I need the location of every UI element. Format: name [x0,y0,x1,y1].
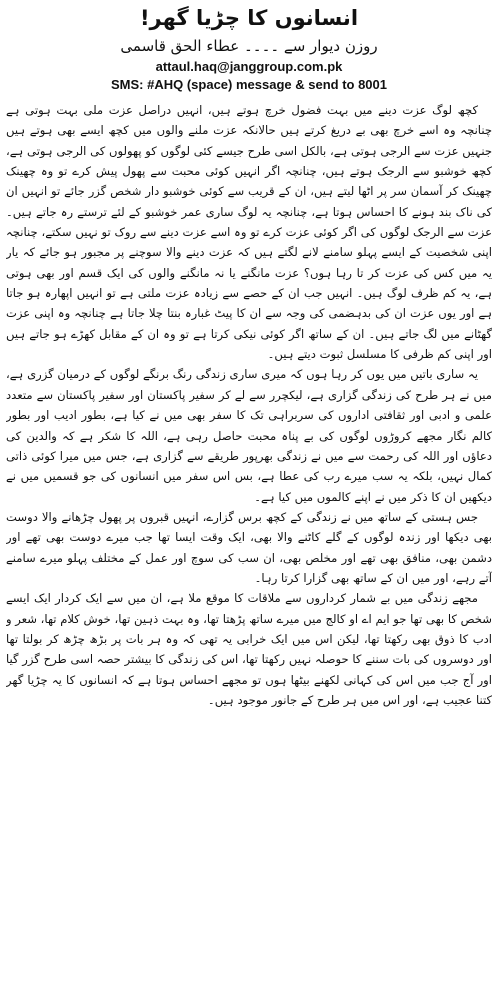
author-email: attaul.haq@janggroup.com.pk [155,59,343,74]
article-paragraph: مجھے زندگی میں بے شمار کرداروں سے ملاقات کا موقع ملا ہے، ان میں سے ایک کردار ایک ایسے شخص کا بھی تھا جو ایم اے او کالج میں میرے ساتھ پڑھتا تھا، وہ بہت ذہین تھا، خوش کلام تھا، شعر و ادب کا ذوق بھی رکھتا تھا، لیکن اس میں ایک خرابی یہ تھی کہ وہ ہر بات پر بڑھ چڑھ کر بولتا تھا اور دوسروں کی بات سننے کا حوصلہ نہیں رکھتا تھا، اس کی زندگی کا بیشتر حصہ اسی طرح گزر گیا اور آج جب میں اس کی کہانی لکھنے بیٹھا ہوں تو مجھے احساس ہوتا ہے کہ انسانوں کا یہ چڑیا گھر کتنا عجیب ہے، اور اس میں ہر طرح کے جانور موجود ہیں۔ [6,591,492,707]
article-byline: روزن دیوار سے ۔۔۔۔ عطاء الحق قاسمی [120,37,378,55]
article-paragraph: جس ہستی کے ساتھ میں نے زندگی کے کچھ برس گزارے، انہیں قبروں پر پھول چڑھانے والا دوست بھی دیکھا اور زندہ لوگوں کے گلے کاٹنے والا بھی، ایک وقت ایسا تھا جب میرے دوست بھی تھے اور دشمن بھی، منافق بھی تھے اور مخلص بھی، ان سب کی سوچ اور عمل کے مختلف پہلو میرے سامنے آتے رہے، اور میں ان کے ساتھ بھی گزارا کرتا رہا۔ [6,509,492,585]
sms-instruction: SMS: #AHQ (space) message & send to 8001 [111,77,387,92]
article-title: انسانوں کا چڑیا گھر! [139,6,359,30]
article-body [6,100,492,978]
article-paragraph: یہ ساری باتیں میں یوں کر رہا ہوں کہ میری ساری زندگی رنگ برنگے لوگوں کے درمیان گزری ہے، میں نے ہر طرح کی زندگی گزاری ہے، لیکچرر سے لے کر سفیر پاکستان اور سفیر پاکستان سے متعدد علمی و ادبی اور ثقافتی اداروں کی سربراہی تک کا سفر بھی میں نے کیا ہے، بطور ادیب اور بطور کالم نگار مجھے کروڑوں لوگوں کی بے پناہ محبت حاصل رہی ہے، اللہ کا شکر ہے کہ والدین کی دعاؤں اور اللہ کی رحمت سے میں نے زندگی بھرپور طریقے سے گزاری ہے، جس میں میرا کوئی ذاتی کمال نہیں، بلکہ یہ سب میرے رب کی عطا ہے، بس اس سفر میں انسانوں کی جو قسمیں میں نے دیکھیں ان کا ذکر میں نے اپنے کالموں میں کیا ہے۔ [6,367,492,504]
article-paragraph: کچھ لوگ عزت دینے میں بہت فضول خرچ ہوتے ہیں، انہیں دراصل عزت ملی بہت ہوتی ہے چنانچہ وہ اسے خرچ بھی بے دریغ کرتے ہیں حالانکہ عزت ملنے والوں میں کچھ ایسے بھی ہوتے ہیں جنہیں عزت سے الرجی ہوتی ہے، بالکل اسی طرح جیسے کئی لوگوں کو پھولوں کی الرجی ہوتی ہے، کچھ خوشبو سے الرجک ہوتے ہیں، چنانچہ اگر انہیں کوئی محبت سے پھول پیش کرے تو وہ چھینک چھینک کر آسمان سر پر اٹھا لیتے ہیں، ان کے قریب سے کوئی خوشبو دار شخص گزر جائے تو انہیں ان کی ناک بند ہونے کا احساس ہوتا ہے، چنانچہ یہ لوگ ساری عمر خوشبو کے لئے ترستے رہ جاتے ہیں۔ عزت سے الرجک لوگوں کی اگر کوئی عزت کرے تو وہ اسے عزت دینے سے روک تو نہیں سکتے، چنانچہ اپنی شخصیت کے ایسے پہلو سامنے لانے لگتے ہیں کہ عزت دینے والا سوچنے پر مجبور ہو جائے کہ یار یہ میں کس کی عزت کر تا رہا ہوں؟ عزت مانگنے یا نہ مانگنے والوں کی ایک قسم اور بھی ہوتی ہے، یہ کم ظرف لوگ ہیں۔ انہیں جب ان کے حصے سے زیادہ عزت ملتی ہے تو انہیں اپھارہ ہو جاتا ہے اور یوں عزت ان کی بدہضمی کی وجہ سے ان کا پیٹ غبارہ بنتا چلا جاتا ہے چنانچہ وہ اپنی عزت گھٹانے میں لگ جاتے ہیں۔ ان کے ساتھ اگر کوئی نیکی کرتا ہے تو وہ ان کے مقابل کھڑے ہو جاتے ہیں اور اپنی کم ظرفی کا مسلسل ثبوت دیتے ہیں۔ [6,103,492,362]
